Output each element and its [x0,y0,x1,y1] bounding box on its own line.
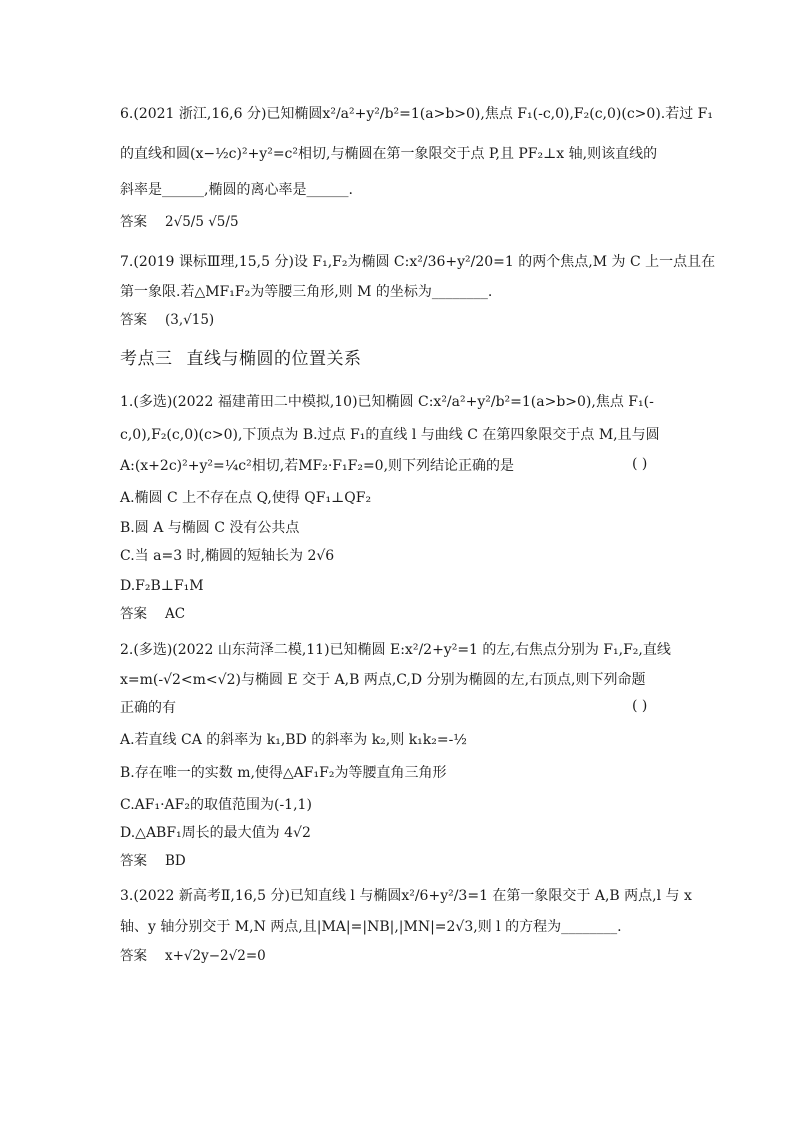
answer-label: 答案 [120,214,147,230]
q3-answer [120,946,266,966]
p7-answer [120,310,214,330]
q1-option-a: A.椭圆 C 上不存在点 Q,使得 QF₁⊥QF₂ [120,490,372,506]
q1-line-2: c,0),F₂(c,0)(c>0),下顶点为 B.过点 F₁的直线 l 与曲线 C 在第四象限交于点 M,且与圆 [120,427,660,443]
answer-value: 2√5/5 √5/5 [165,214,239,230]
q2-line-1: 2.(多选)(2022 山东菏泽二模,11)已知椭圆 E:x²/2+y²=1 的左,右焦点分别为 F₁,F₂,直线 [120,642,671,658]
answer-label: 答案 [120,948,147,964]
section-number: 考点三 [120,349,173,369]
p6-line-3: 斜率是______,椭圆的离心率是______. [120,182,353,198]
p6-line-1: 6.(2021 浙江,16,6 分)已知椭圆x²/a²+y²/b²=1(a>b>0),焦点 F₁(-c,0),F₂(c,0)(c>0).若过 F₁ [120,106,714,122]
answer-label: 答案 [120,312,147,328]
answer-value: x+√2y−2√2=0 [165,948,266,964]
q2-answer [120,851,186,871]
p7-line-2: 第一象限.若△MF₁F₂为等腰三角形,则 M 的坐标为________. [120,284,493,300]
section-heading [120,344,362,369]
section-title: 直线与椭圆的位置关系 [186,349,362,369]
p6-line-2: 的直线和圆(x−½c)²+y²=c²相切,与椭圆在第一象限交于点 P,且 PF₂⊥x 轴,则该直线的 [120,146,658,162]
q3-line-1: 3.(2022 新高考Ⅱ,16,5 分)已知直线 l 与椭圆x²/6+y²/3=1 在第一象限交于 A,B 两点,l 与 x [120,888,692,904]
q1-answer-bracket: ( ) [632,456,648,472]
answer-label: 答案 [120,853,147,869]
answer-value: BD [165,853,186,869]
p6-answer [120,212,239,232]
q1-line-1: 1.(多选)(2022 福建莆田二中模拟,10)已知椭圆 C:x²/a²+y²/b²=1(a>b>0),焦点 F₁(- [120,394,654,410]
q1-line-3: A:(x+2c)²+y²=¼c²相切,若MF₂·F₁F₂=0,则下列结论正确的是 [120,458,515,474]
q2-line-3: 正确的有 [120,700,176,716]
p7-line-1: 7.(2019 课标Ⅲ理,15,5 分)设 F₁,F₂为椭圆 C:x²/36+y²/20=1 的两个焦点,M 为 C 上一点且在 [120,254,716,270]
q2-line-2: x=m(-√2<m<√2)与椭圆 E 交于 A,B 两点,C,D 分别为椭圆的左,右顶点,则下列命题 [120,672,646,688]
q2-answer-bracket: ( ) [632,698,648,714]
q2-option-c: C.AF₁·AF₂的取值范围为(-1,1) [120,797,312,813]
answer-value: (3,√15) [165,312,215,328]
q1-option-d: D.F₂B⊥F₁M [120,578,204,594]
q2-option-b: B.存在唯一的实数 m,使得△AF₁F₂为等腰直角三角形 [120,765,447,781]
q1-answer [120,604,185,624]
q1-option-c: C.当 a=3 时,椭圆的短轴长为 2√6 [120,548,335,564]
q1-option-b: B.圆 A 与椭圆 C 没有公共点 [120,520,300,536]
q2-option-a: A.若直线 CA 的斜率为 k₁,BD 的斜率为 k₂,则 k₁k₂=-½ [120,732,467,748]
answer-label: 答案 [120,606,147,622]
q2-option-d: D.△ABF₁周长的最大值为 4√2 [120,825,311,841]
q3-line-2: 轴、y 轴分别交于 M,N 两点,且|MA|=|NB|,|MN|=2√3,则 l 的方程为________. [120,919,622,935]
answer-value: AC [165,606,186,622]
